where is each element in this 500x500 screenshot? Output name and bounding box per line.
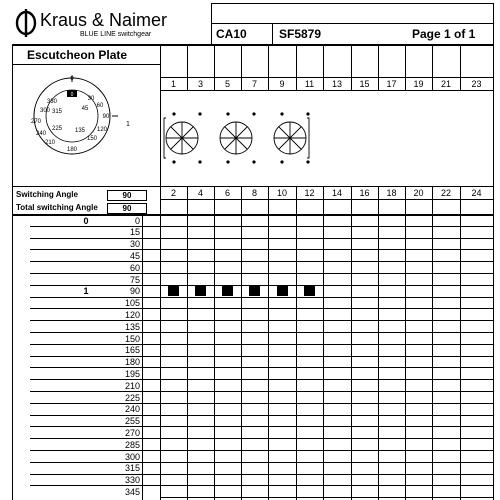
contact-number-bottom: 18 bbox=[386, 188, 397, 198]
angle-label: 180 bbox=[124, 357, 140, 368]
angle-label: 105 bbox=[124, 298, 140, 309]
angle-label: 240 bbox=[124, 404, 140, 415]
contact-number-top: 3 bbox=[197, 79, 203, 89]
angle-label: 165 bbox=[124, 345, 140, 356]
contact-number-top: 17 bbox=[386, 79, 397, 89]
svg-text:225: 225 bbox=[51, 126, 63, 132]
contact-number-bottom: 22 bbox=[440, 188, 451, 198]
angle-label: 210 bbox=[124, 380, 140, 391]
angle-label: 90 bbox=[129, 286, 140, 297]
contact-number-bottom: 16 bbox=[359, 188, 370, 198]
closed-contact-mark bbox=[304, 286, 315, 296]
escutcheon-dial bbox=[20, 74, 138, 164]
svg-text:45: 45 bbox=[81, 106, 89, 112]
angle-label: 195 bbox=[124, 368, 140, 379]
angle-label: 345 bbox=[124, 486, 140, 497]
section-title: Escutcheon Plate bbox=[27, 48, 128, 62]
svg-text:240: 240 bbox=[35, 131, 47, 137]
contact-number-bottom: 20 bbox=[413, 188, 424, 198]
angle-label: 120 bbox=[124, 309, 140, 320]
total-switching-angle-label: Total switching Angle bbox=[16, 203, 98, 212]
contact-number-top: 11 bbox=[304, 79, 315, 89]
switching-angle-label: Switching Angle bbox=[16, 190, 78, 199]
page-label: Page 1 of 1 bbox=[412, 27, 476, 41]
switching-angle-value: 90 bbox=[107, 190, 147, 201]
svg-text:330: 330 bbox=[46, 99, 58, 105]
contact-number-top: 7 bbox=[251, 79, 257, 89]
position-label: 1 bbox=[83, 286, 89, 297]
svg-text:180: 180 bbox=[66, 147, 78, 153]
angle-label: 0 bbox=[134, 215, 140, 226]
contact-diagram bbox=[160, 100, 493, 180]
kn-logo-icon bbox=[13, 8, 43, 38]
svg-text:300: 300 bbox=[39, 108, 51, 114]
contact-number-top: 5 bbox=[224, 79, 230, 89]
contact-number-top: 19 bbox=[413, 79, 424, 89]
svg-text:270: 270 bbox=[30, 119, 42, 125]
contact-number-top: 1 bbox=[170, 79, 176, 89]
angle-label: 315 bbox=[124, 463, 140, 474]
contact-number-bottom: 2 bbox=[170, 188, 176, 198]
svg-text:0: 0 bbox=[70, 76, 74, 82]
angle-label: 75 bbox=[129, 274, 140, 285]
angle-label: 60 bbox=[129, 262, 140, 273]
position-label: 0 bbox=[83, 215, 89, 226]
closed-contact-mark bbox=[222, 286, 233, 296]
closed-contact-mark bbox=[195, 286, 206, 296]
contact-number-top: 15 bbox=[359, 79, 370, 89]
angle-label: 150 bbox=[124, 333, 140, 344]
dial-position-1: 1 bbox=[126, 121, 130, 128]
contact-number-bottom: 10 bbox=[276, 188, 287, 198]
svg-text:30: 30 bbox=[87, 96, 95, 102]
angle-label: 330 bbox=[124, 475, 140, 486]
angle-label: 300 bbox=[124, 451, 140, 462]
angle-label: 270 bbox=[124, 427, 140, 438]
svg-text:0: 0 bbox=[70, 92, 74, 98]
svg-text:60: 60 bbox=[96, 103, 104, 109]
brand-subline: BLUE LINE switchgear bbox=[80, 31, 152, 38]
contact-number-bottom: 4 bbox=[197, 188, 203, 198]
model-label: CA10 bbox=[216, 27, 247, 41]
contact-number-top: 13 bbox=[331, 79, 342, 89]
svg-text:150: 150 bbox=[86, 136, 98, 142]
closed-contact-mark bbox=[277, 286, 288, 296]
total-switching-angle-value: 90 bbox=[107, 203, 147, 214]
brand-logo bbox=[13, 8, 43, 38]
angle-label: 255 bbox=[124, 416, 140, 427]
contact-number-bottom: 12 bbox=[304, 188, 315, 198]
contact-number-bottom: 8 bbox=[251, 188, 257, 198]
svg-text:90: 90 bbox=[102, 114, 110, 120]
contact-number-bottom: 14 bbox=[331, 188, 342, 198]
brand-name: Kraus & Naimer bbox=[40, 10, 168, 30]
svg-text:210: 210 bbox=[44, 140, 56, 146]
svg-text:135: 135 bbox=[74, 128, 86, 134]
svg-text:120: 120 bbox=[96, 127, 108, 133]
angle-label: 15 bbox=[129, 227, 140, 238]
contact-number-top: 23 bbox=[471, 79, 482, 89]
angle-label: 285 bbox=[124, 439, 140, 450]
closed-contact-mark bbox=[249, 286, 260, 296]
closed-contact-mark bbox=[168, 286, 179, 296]
contact-number-bottom: 6 bbox=[224, 188, 230, 198]
contact-number-bottom: 24 bbox=[471, 188, 482, 198]
angle-label: 45 bbox=[129, 250, 140, 261]
angle-label: 135 bbox=[124, 321, 140, 332]
angle-label: 30 bbox=[129, 239, 140, 250]
contact-number-top: 21 bbox=[440, 79, 451, 89]
code-label: SF5879 bbox=[279, 27, 322, 41]
angle-label: 225 bbox=[124, 392, 140, 403]
contact-number-top: 9 bbox=[279, 79, 285, 89]
svg-text:315: 315 bbox=[51, 109, 63, 115]
